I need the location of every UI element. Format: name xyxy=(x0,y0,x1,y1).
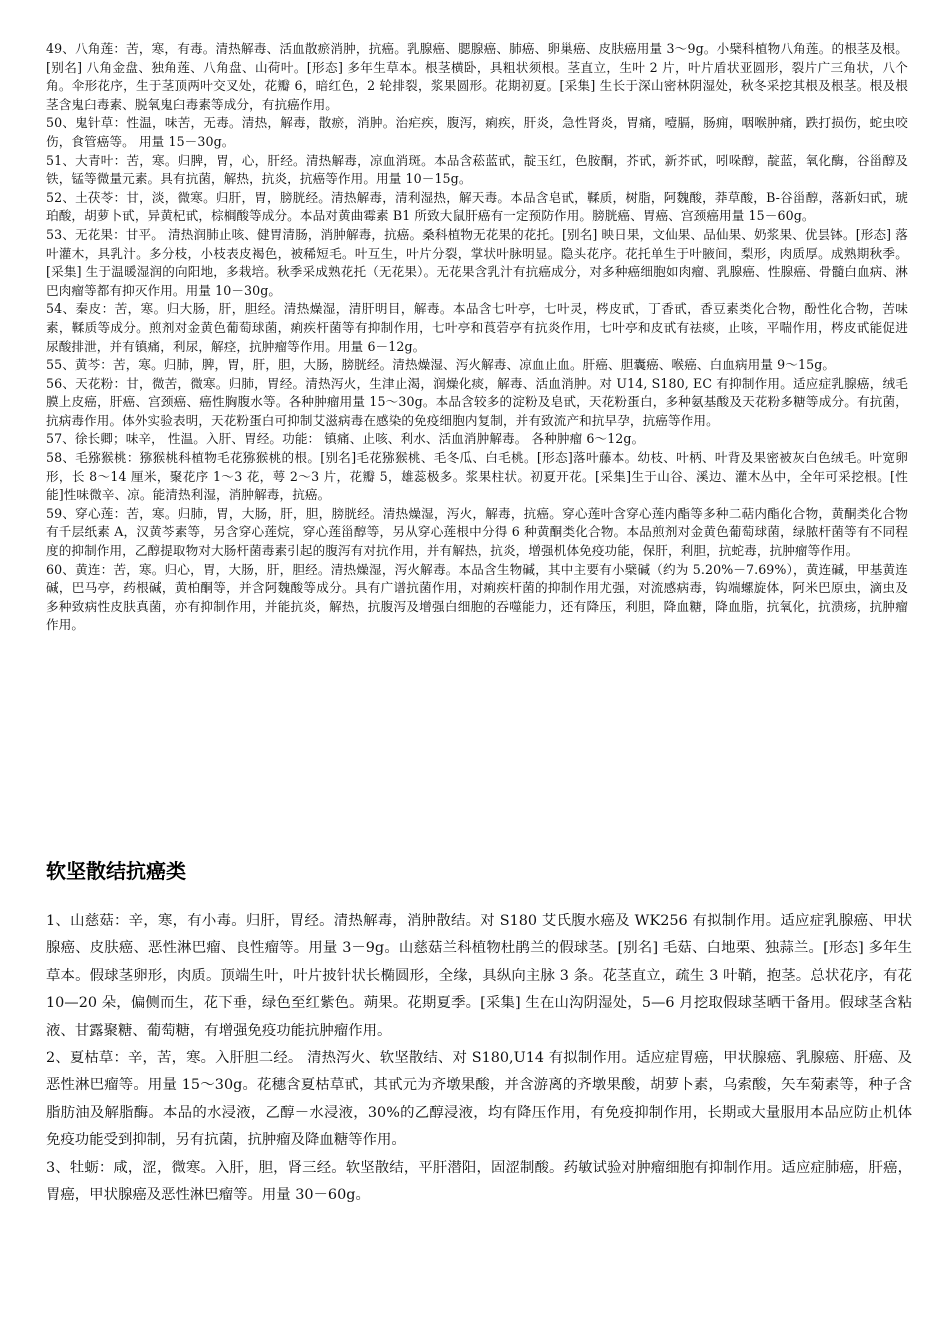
herb-entry-60: 60、黄连：苦，寒。归心，胃，大肠，肝，胆经。清热燥湿，泻火解毒。本品含生物碱，其中主要有小檗碱（约为 5.20%－7.69%），黄连碱，甲基黄连碱，巴马亭，药根碱，黄柏酮等，并含阿魏酸等成分。具有广谱抗菌作用，对痢疾杆菌的抑制作用尤强，对流感病毒，钩端螺旋体，阿米巴原虫，滴虫及多种致病性皮肤真菌，亦有抑制作用，并能抗炎，解热，抗腹泻及增强白细胞的吞噬能力，还有降压，利胆，降血糖，降血脂，抗氧化，抗溃疡，抗肿瘤作用。 xyxy=(46,561,908,633)
herb-entry-57: 57、徐长卿；味辛， 性温。入肝、胃经。功能： 镇痛、止咳、利水、活血消肿解毒。 各种肿瘤 6～12g。 xyxy=(46,431,645,447)
herb-entries-small xyxy=(46,40,908,635)
herb-entry-55: 55、黄芩：苦，寒。归肺，脾，胃，肝，胆，大肠，膀胱经。清热燥湿、泻火解毒、凉血止血。肝癌、胆囊癌、喉癌、白血病用量 9～15g。 xyxy=(46,357,836,373)
herb-entry-53: 53、无花果：甘平。 清热润肺止咳、健胃清肠，消肿解毒，抗癌。桑科植物无花果的花托。[别名] 映日果，文仙果、品仙果、奶浆果、优昙钵。[形态] 落叶灌木，具乳汁。多分枝，小枝表皮褐色，被稀短毛。叶互生，叶片分裂，掌状叶脉明显。隐头花序。花托单生于叶腋间，梨形，肉质厚。成熟期秋季。[采集] 生于温暖湿润的向阳地，多栽培。秋季采成熟花托（无花果）。无花果含乳汁有抗癌成分，对多种癌细胞如肉瘤、乳腺癌、性腺癌、骨髓白血病、淋巴肉瘤等都有抑灭作用。用量 10－30g。 xyxy=(46,226,908,298)
herb-entry-1: 1、山慈菇：辛，寒，有小毒。归肝，胃经。清热解毒，消肿散结。对 S180 艾氏腹水癌及 WK256 有拟制作用。适应症乳腺癌、甲状腺癌、皮肤癌、恶性淋巴瘤、良性瘤等。用量 3－9g。山慈菇兰科植物杜鹃兰的假球茎。[别名] 毛菇、白地栗、独蒜兰。[形态] 多年生草本。假球茎卵形，肉质。顶端生叶，叶片披针状长椭圆形，全缘，具纵向主脉 3 条。花茎直立，疏生 3 叶鞘，抱茎。总状花序，有花 10—20 朵，偏侧而生，花下垂，绿色至红紫色。蒴果。花期夏季。[采集] 生在山沟阴湿处，5—6 月挖取假球茎晒干备用。假球茎含粘液、甘露聚糖、葡萄糖，有增强免疫功能抗肿瘤作用。 xyxy=(46,913,912,1039)
herb-entry-2: 2、夏枯草：辛，苦，寒。入肝胆二经。 清热泻火、软坚散结、对 S180,U14 有拟制作用。适应症胃癌，甲状腺癌、乳腺癌、肝癌、及恶性淋巴瘤等。用量 15～30g。花穗含夏枯草甙，其甙元为齐墩果酸，并含游离的齐墩果酸，胡萝卜素，乌索酸，矢车菊素等，种子含脂肪油及解脂酶。本品的水浸液，乙醇－水浸液，30%的乙醇浸液，均有降压作用，有免疫抑制作用，长期或大量服用本品应防止机体免疫功能受到抑制，另有抗菌，抗肿瘤及降血糖等作用。 xyxy=(46,1050,912,1149)
herb-entry-58: 58、毛猕猴桃：猕猴桃科植物毛花猕猴桃的根。[别名]毛花猕猴桃、毛冬瓜、白毛桃。[形态]落叶藤本。幼枝、叶柄、叶背及果密被灰白色绒毛。叶宽卵形，长 8～14 厘米，聚花序 1～3 花，萼 2～3 片，花瓣 5，雄蕊极多。浆果柱状。初夏开花。[采集]生于山谷、溪边、灌木丛中，全年可采挖根。[性能]性味微辛、凉。能清热利湿，消肿解毒，抗癌。 xyxy=(46,450,908,503)
herb-entry-54: 54、秦皮：苦，寒。归大肠，肝，胆经。清热燥湿，清肝明目，解毒。本品含七叶亭，七叶灵，梣皮甙，丁香甙，香豆素类化合物，酚性化合物，苦味素，鞣质等成分。煎剂对金黄色葡萄球菌，痢疾杆菌等有抑制作用，七叶亭和莨菪亭有抗炎作用，七叶亭和皮甙有祛痰，止咳，平喘作用，梣皮甙能促进尿酸排泄，并有镇痛，利尿，解痉，抗肿瘤等作用。用量 6－12g。 xyxy=(46,301,908,354)
herb-entry-49: 49、八角莲：苦，寒，有毒。清热解毒、活血散瘀消肿，抗癌。乳腺癌、腮腺癌、肺癌、卵巢癌、皮肤癌用量 3～9g。小檗科植物八角莲。的根茎及根。[别名] 八角金盘、独角莲、八角盘、山荷叶。[形态] 多年生草本。根茎横卧，具粗状须根。茎直立，生叶 2 片，叶片盾状亚圆形，裂片广三角状，八个角。伞形花序，生于茎顶两叶交叉处，花瓣 6，暗红色，2 轮排裂，浆果圆形。花期初夏。[采集] 生长于深山密林阴湿处，秋冬采挖其根及根茎。根及根茎含鬼臼毒素、脱氧鬼臼毒素等成分，有抗癌作用。 xyxy=(46,41,908,112)
herb-entry-3: 3、牡蛎：咸，涩，微寒。入肝，胆，肾三经。软坚散结，平肝潜阳，固涩制酸。药敏试验对肿瘤细胞有抑制作用。适应症肺癌，肝癌，胃癌，甲状腺癌及恶性淋巴瘤等。用量 30－60g。 xyxy=(46,1159,912,1204)
herb-entries-large xyxy=(46,908,912,1209)
section-heading: 软坚散结抗癌类 xyxy=(46,859,186,883)
herb-entry-50: 50、鬼针草：性温，味苦，无毒。清热，解毒，散瘀，消肿。治疟疾，腹泻，痢疾，肝炎，急性肾炎，胃痛，噎膈，肠痈，咽喉肿痛，跌打损伤，蛇虫咬伤，食管癌等。 用量 15－30g。 xyxy=(46,115,908,149)
herb-entry-59: 59、穿心莲：苦，寒。归肺，胃，大肠，肝，胆，膀胱经。清热燥湿，泻火，解毒，抗癌。穿心莲叶含穿心莲内酯等多种二萜内酯化合物，黄酮类化合物有千层纸素 A，汉黄芩素等，另含穿心莲烷，穿心莲甾醇等，另从穿心莲根中分得 6 种黄酮类化合物。本品煎剂对金黄色葡萄球菌，绿脓杆菌等有不同程度的抑制作用，乙醇提取物对大肠杆菌毒素引起的腹泻有对抗作用，并有解热，抗炎，增强机体免疫功能，保肝，利胆，抗蛇毒，抗肿瘤等作用。 xyxy=(46,505,908,559)
herb-entry-56: 56、天花粉：甘，微苦，微寒。归肺，胃经。清热泻火，生津止渴，润燥化痰，解毒、活血消肿。对 U14, S180, EC 有抑制作用。适应症乳腺癌，绒毛膜上皮癌，肝癌、宫颈癌、癌性胸腹水等。各种肿瘤用量 15～30g。本品含较多的淀粉及皂甙，天花粉蛋白，多种氨基酸及天花粉多糖等成分。有抗菌，抗病毒作用。体外实验表明，天花粉蛋白可抑制艾滋病毒在感染的免疫细胞内复制，并有致流产和抗早孕，抗癌等作用。 xyxy=(46,375,908,428)
herb-entry-52: 52、土茯苓：甘，淡，微寒。归肝，胃，膀胱经。清热解毒，清利湿热，解天毒。本品含皂甙，鞣质，树脂，阿魏酸，莽草酸，B-谷甾醇，落新妇甙，琥珀酸，胡萝卜甙，异黄杞甙，棕榈酸等成分。本品对黄曲霉素 B1 所致大鼠肝癌有一定预防作用。膀胱癌、胃癌、宫颈癌用量 15－60g。 xyxy=(46,189,908,224)
herb-entry-51: 51、大青叶：苦，寒。归脾，胃，心，肝经。清热解毒，凉血消斑。本品含菘蓝甙，靛玉红，色胺酮，芥甙，新芥甙，吲哚醇，靛蓝，氧化酶，谷甾醇及铁，锰等微量元素。具有抗菌，解热，抗炎，抗癌等作用。用量 10－15g。 xyxy=(46,152,908,187)
